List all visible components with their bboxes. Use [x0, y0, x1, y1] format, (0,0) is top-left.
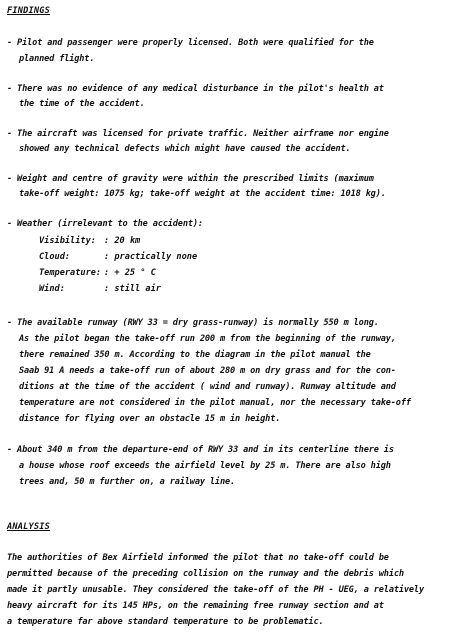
finding-2-line-2: the time of the accident.: [19, 99, 145, 109]
weather-label-visibility: Visibility:: [39, 236, 96, 246]
weather-value-wind: : still air: [104, 284, 161, 294]
analysis-line-5: a temperature far above standard temperature to be problematic.: [7, 617, 324, 627]
runway-line-3: there remained 350 m. According to the diagram in the pilot manual the: [19, 350, 371, 360]
weather-value-cloud: : practically none: [104, 252, 198, 262]
weather-value-temperature: : + 25 ° C: [104, 268, 156, 278]
analysis-line-3: made it partly unusable. They considered the take-off of the PH - UEG, a relatively: [7, 585, 424, 595]
weather-label-wind: Wind:: [39, 284, 65, 294]
findings-heading: FINDINGS: [7, 6, 50, 16]
finding-1-line-1: - Pilot and passenger were properly licensed. Both were qualified for the: [7, 38, 374, 48]
obstacle-line-1: - About 340 m from the departure-end of RWY 33 and in its centerline there is: [7, 445, 394, 455]
finding-3-line-1: - The aircraft was licensed for private traffic. Neither airframe nor engine: [7, 129, 389, 139]
weather-value-visibility: : 20 km: [104, 236, 141, 246]
runway-line-1: - The available runway (RWY 33 = dry grass-runway) is normally 550 m long.: [7, 318, 379, 328]
analysis-line-4: heavy aircraft for its 145 HPs, on the remaining free runway section and at: [7, 601, 384, 611]
finding-1-line-2: planned flight.: [19, 54, 95, 64]
finding-2-line-1: - There was no evidence of any medical disturbance in the pilot's health at: [7, 84, 384, 94]
obstacle-line-2: a house whose roof exceeds the airfield level by 25 m. There are also high: [19, 461, 391, 471]
runway-line-4: Saab 91 A needs a take-off run of about 280 m on dry grass and for the con-: [19, 366, 396, 376]
weather-intro: - Weather (irrelevant to the accident):: [7, 219, 203, 229]
runway-line-5: ditions at the time of the accident ( wind and runway). Runway altitude and: [19, 382, 396, 392]
analysis-line-1: The authorities of Bex Airfield informed the pilot that no take-off could be: [7, 553, 389, 563]
finding-4-line-2: take-off weight: 1075 kg; take-off weight at the accident time: 1018 kg).: [19, 189, 386, 199]
runway-line-6: temperature are not considered in the pilot manual, nor the necessary take-off: [19, 398, 411, 408]
finding-3-line-2: showed any technical defects which might have caused the accident.: [19, 144, 351, 154]
weather-label-temperature: Temperature:: [39, 268, 102, 278]
runway-line-2: As the pilot began the take-off run 200 m from the beginning of the runway,: [19, 334, 396, 344]
obstacle-line-3: trees and, 50 m further on, a railway line.: [19, 477, 236, 487]
analysis-heading: ANALYSIS: [7, 522, 50, 532]
analysis-line-2: permitted because of the preceding collision on the runway and the debris which: [7, 569, 404, 579]
finding-4-line-1: - Weight and centre of gravity were within the prescribed limits (maximum: [7, 174, 374, 184]
runway-line-7: distance for flying over an obstacle 15 m in height.: [19, 414, 281, 424]
weather-label-cloud: Cloud:: [39, 252, 71, 262]
